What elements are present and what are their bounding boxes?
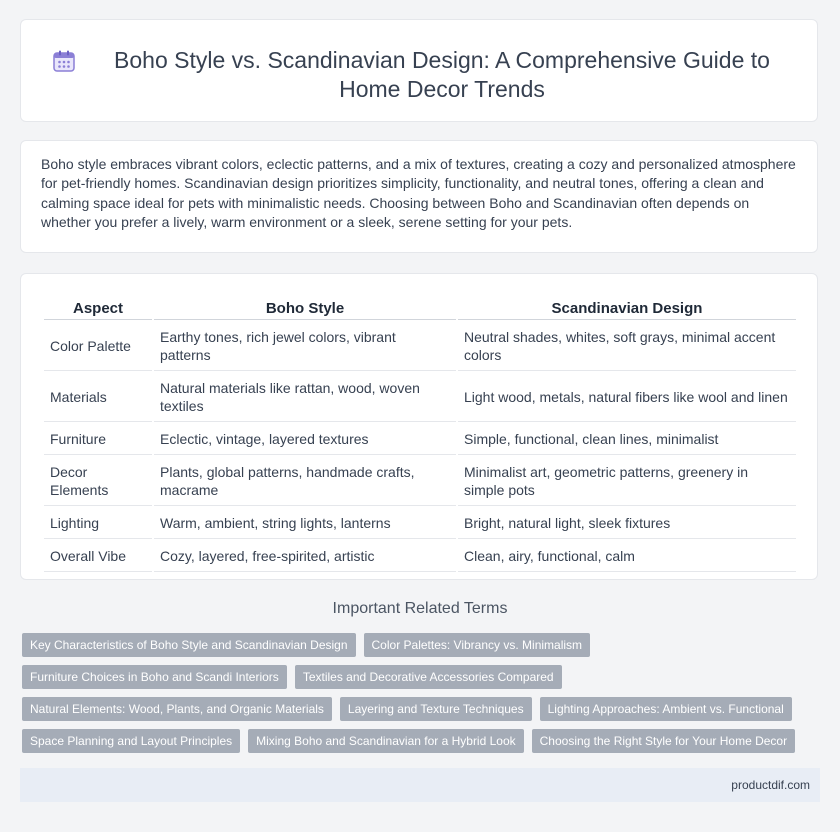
page-title: Boho Style vs. Scandinavian Design: A Comprehensive Guide to Home Decor Trends: [114, 47, 770, 102]
table-row: [44, 508, 796, 539]
scandinavian-cell: Minimalist art, geometric patterns, greenery in simple pots: [458, 457, 796, 506]
boho-cell: Earthy tones, rich jewel colors, vibrant patterns: [154, 322, 456, 371]
boho-cell: Natural materials like rattan, wood, woven textiles: [154, 373, 456, 422]
tag-row: [22, 729, 822, 753]
scandinavian-cell: Neutral shades, whites, soft grays, minimal accent colors: [458, 322, 796, 371]
intro-card: [20, 140, 818, 253]
intro-paragraph: Boho style embraces vibrant colors, eclectic patterns, and a mix of textures, creating a cozy and personalized atmosphere for pet-friendly homes. Scandinavian design prioritizes simplicity, functionality, and neutral tones, offering a clean and calming space ideal for pets with minimalistic needs. Choosing between Boho and Scandinavian often depends on whether you prefer a lively, warm environment or a sleek, serene setting for your pets.: [41, 156, 796, 230]
aspect-cell: Furniture: [44, 424, 152, 455]
boho-cell: Cozy, layered, free-spirited, artistic: [154, 541, 456, 572]
aspect-cell: Decor Elements: [44, 457, 152, 506]
aspect-cell: Color Palette: [44, 322, 152, 371]
comparison-table: [42, 295, 798, 574]
related-term-tag[interactable]: Furniture Choices in Boho and Scandi Interiors: [22, 665, 287, 689]
related-term-tag[interactable]: Color Palettes: Vibrancy vs. Minimalism: [364, 633, 591, 657]
table-row: [44, 457, 796, 506]
table-row: [44, 424, 796, 455]
related-term-tag[interactable]: Space Planning and Layout Principles: [22, 729, 240, 753]
scandinavian-cell: Light wood, metals, natural fibers like wool and linen: [458, 373, 796, 422]
tag-row: [22, 633, 822, 657]
column-header-boho: Boho Style: [154, 297, 456, 320]
column-header-scandinavian: Scandinavian Design: [458, 297, 796, 320]
scandinavian-cell: Simple, functional, clean lines, minimalist: [458, 424, 796, 455]
related-term-tag[interactable]: Key Characteristics of Boho Style and Scandinavian Design: [22, 633, 356, 657]
footer: [20, 768, 820, 802]
tag-row: [22, 697, 822, 721]
boho-cell: Warm, ambient, string lights, lanterns: [154, 508, 456, 539]
related-terms-list: [22, 633, 822, 761]
column-header-aspect: Aspect: [44, 297, 152, 320]
calendar-icon: [51, 48, 77, 74]
related-terms-title: Important Related Terms: [332, 600, 508, 617]
tag-row: [22, 665, 822, 689]
related-term-tag[interactable]: Natural Elements: Wood, Plants, and Organic Materials: [22, 697, 332, 721]
comparison-card: [20, 273, 818, 580]
scandinavian-cell: Bright, natural light, sleek fixtures: [458, 508, 796, 539]
aspect-cell: Overall Vibe: [44, 541, 152, 572]
table-header-row: [44, 297, 796, 320]
table-row: [44, 322, 796, 371]
header-card: [20, 19, 818, 122]
aspect-cell: Materials: [44, 373, 152, 422]
boho-cell: Plants, global patterns, handmade crafts, macrame: [154, 457, 456, 506]
related-term-tag[interactable]: Lighting Approaches: Ambient vs. Functional: [540, 697, 792, 721]
scandinavian-cell: Clean, airy, functional, calm: [458, 541, 796, 572]
related-term-tag[interactable]: Mixing Boho and Scandinavian for a Hybrid Look: [248, 729, 524, 753]
boho-cell: Eclectic, vintage, layered textures: [154, 424, 456, 455]
footer-site-link[interactable]: productdif.com: [731, 778, 810, 792]
related-term-tag[interactable]: Textiles and Decorative Accessories Compared: [295, 665, 562, 689]
aspect-cell: Lighting: [44, 508, 152, 539]
table-row: [44, 373, 796, 422]
related-term-tag[interactable]: Choosing the Right Style for Your Home Decor: [532, 729, 795, 753]
related-term-tag[interactable]: Layering and Texture Techniques: [340, 697, 532, 721]
table-row: [44, 541, 796, 572]
